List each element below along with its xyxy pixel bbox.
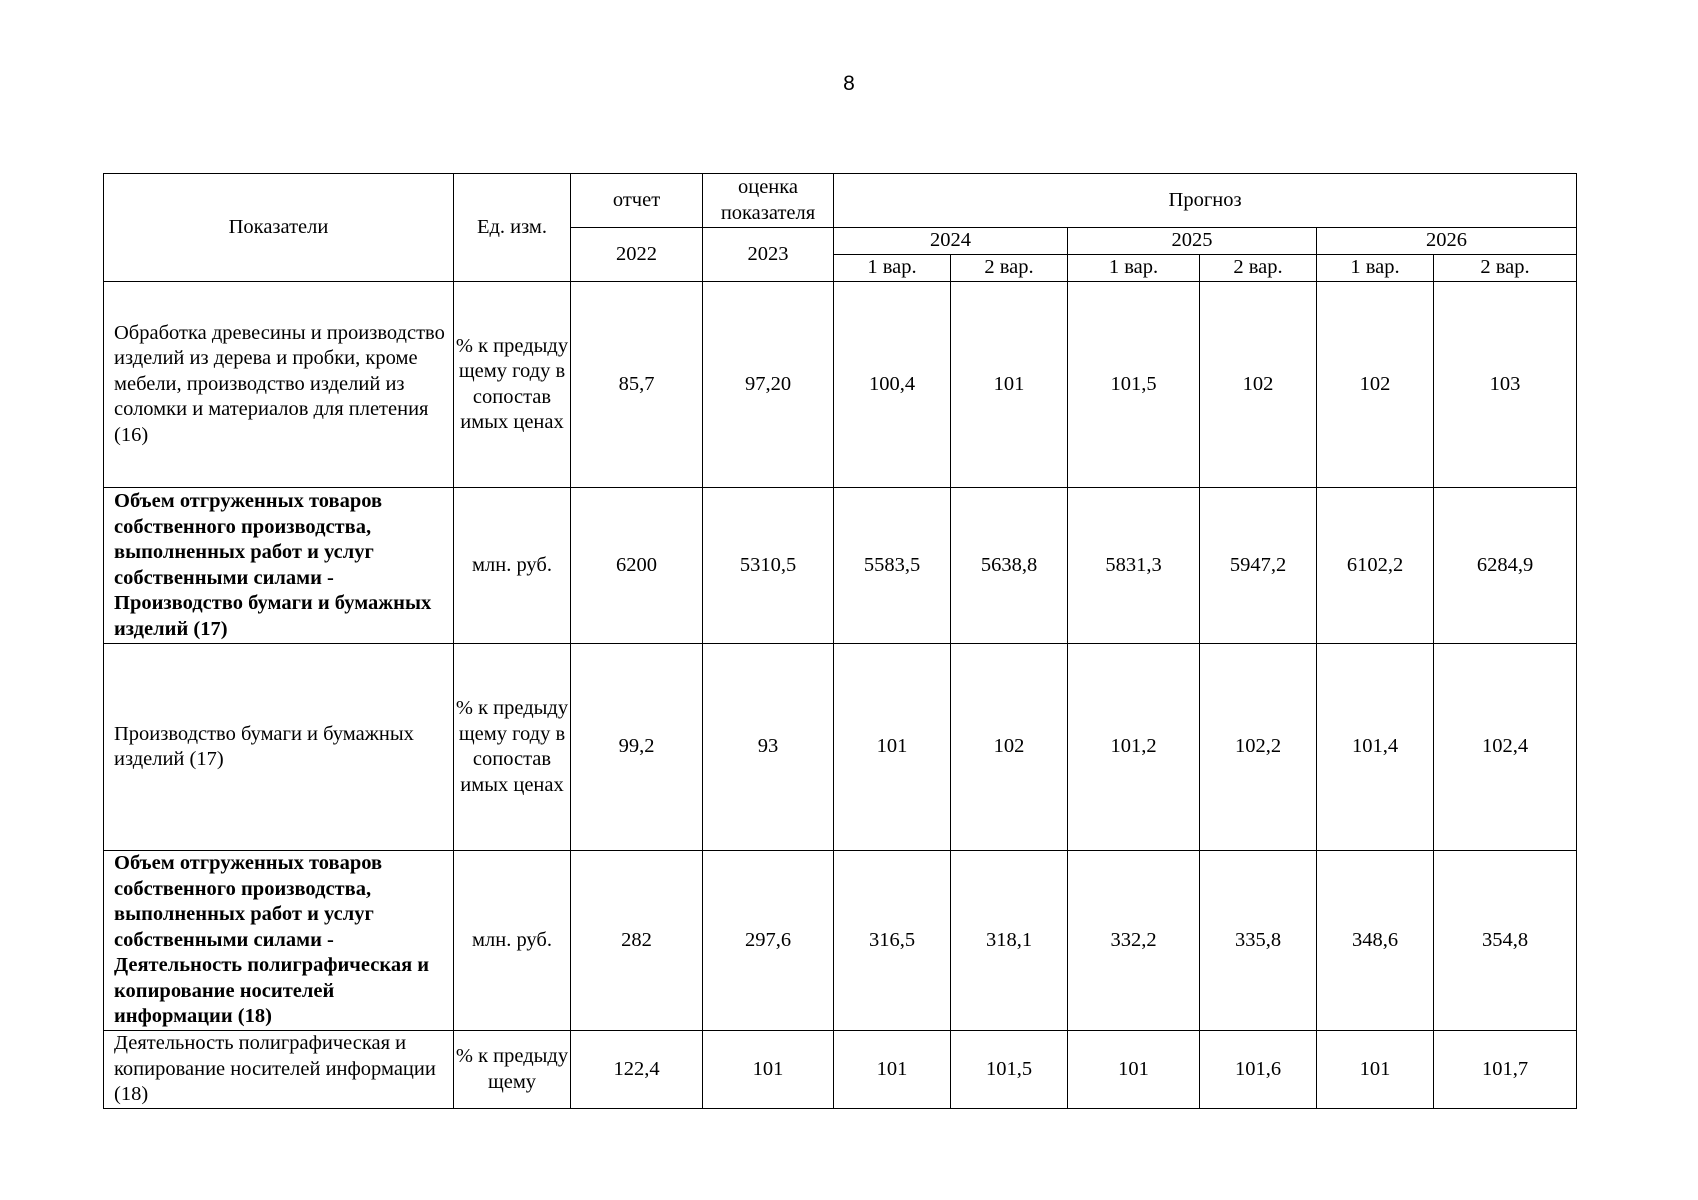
value-2024-var1: 5583,5 (834, 488, 951, 644)
row-name: Обработка древесины и производство изделий из дерева и пробки, кроме мебели, производство изделий из соломки и материалов для плетения (16) (104, 282, 454, 488)
header-year-2024: 2024 (834, 228, 1068, 255)
row-unit: млн. руб. (454, 488, 571, 644)
value-2026-var1: 101 (1317, 1031, 1434, 1109)
value-2026-var1: 102 (1317, 282, 1434, 488)
value-2025-var1: 101 (1068, 1031, 1200, 1109)
value-2026-var2: 103 (1434, 282, 1577, 488)
value-2024-var2: 101,5 (951, 1031, 1068, 1109)
header-row-1 (104, 174, 1577, 228)
value-2022: 122,4 (571, 1031, 703, 1109)
value-2023: 101 (703, 1031, 834, 1109)
value-2024-var2: 318,1 (951, 851, 1068, 1031)
value-2025-var2: 335,8 (1200, 851, 1317, 1031)
value-2024-var1: 100,4 (834, 282, 951, 488)
header-2025-var2: 2 вар. (1200, 255, 1317, 282)
header-year-2025: 2025 (1068, 228, 1317, 255)
header-year-2022: 2022 (571, 228, 703, 282)
value-2023: 93 (703, 644, 834, 851)
value-2025-var1: 5831,3 (1068, 488, 1200, 644)
value-2024-var1: 101 (834, 644, 951, 851)
value-2024-var1: 316,5 (834, 851, 951, 1031)
header-report: отчет (571, 174, 703, 228)
value-2026-var2: 6284,9 (1434, 488, 1577, 644)
header-year-2026: 2026 (1317, 228, 1577, 255)
value-2022: 282 (571, 851, 703, 1031)
row-unit: % к предыду щему году в сопостав имых ценах (454, 282, 571, 488)
row-unit: млн. руб. (454, 851, 571, 1031)
value-2025-var1: 332,2 (1068, 851, 1200, 1031)
table-row (104, 488, 1577, 644)
table-row (104, 1031, 1577, 1109)
header-indicators: Показатели (104, 174, 454, 282)
value-2026-var2: 354,8 (1434, 851, 1577, 1031)
row-name: Объем отгруженных товаров собственного производства, выполненных работ и услуг собственными силами - Деятельность полиграфическая и копирование носителей информации (18) (104, 851, 454, 1031)
header-forecast: Прогноз (834, 174, 1577, 228)
value-2024-var2: 101 (951, 282, 1068, 488)
table-row (104, 282, 1577, 488)
header-2026-var1: 1 вар. (1317, 255, 1434, 282)
table-row (104, 851, 1577, 1031)
header-2026-var2: 2 вар. (1434, 255, 1577, 282)
header-year-2023: 2023 (703, 228, 834, 282)
header-2024-var2: 2 вар. (951, 255, 1068, 282)
value-2026-var1: 6102,2 (1317, 488, 1434, 644)
table-row (104, 644, 1577, 851)
value-2022: 85,7 (571, 282, 703, 488)
value-2023: 97,20 (703, 282, 834, 488)
value-2024-var1: 101 (834, 1031, 951, 1109)
value-2026-var2: 101,7 (1434, 1031, 1577, 1109)
value-2025-var2: 102,2 (1200, 644, 1317, 851)
row-name: Деятельность полиграфическая и копирование носителей информации (18) (104, 1031, 454, 1109)
value-2026-var1: 348,6 (1317, 851, 1434, 1031)
header-2024-var1: 1 вар. (834, 255, 951, 282)
value-2022: 6200 (571, 488, 703, 644)
value-2025-var1: 101,2 (1068, 644, 1200, 851)
value-2025-var2: 101,6 (1200, 1031, 1317, 1109)
value-2025-var2: 5947,2 (1200, 488, 1317, 644)
value-2023: 297,6 (703, 851, 834, 1031)
value-2025-var2: 102 (1200, 282, 1317, 488)
value-2025-var1: 101,5 (1068, 282, 1200, 488)
header-estimate: оценка показателя (703, 174, 834, 228)
value-2024-var2: 5638,8 (951, 488, 1068, 644)
row-name: Производство бумаги и бумажных изделий (17) (104, 644, 454, 851)
row-unit: % к предыду щему году в сопостав имых ценах (454, 644, 571, 851)
value-2026-var1: 101,4 (1317, 644, 1434, 851)
page-number: 8 (843, 72, 855, 95)
row-name: Объем отгруженных товаров собственного производства, выполненных работ и услуг собственными силами - Производство бумаги и бумажных изделий (17) (104, 488, 454, 644)
value-2023: 5310,5 (703, 488, 834, 644)
header-unit: Ед. изм. (454, 174, 571, 282)
value-2026-var2: 102,4 (1434, 644, 1577, 851)
value-2022: 99,2 (571, 644, 703, 851)
header-2025-var1: 1 вар. (1068, 255, 1200, 282)
forecast-table (103, 173, 1577, 1109)
value-2024-var2: 102 (951, 644, 1068, 851)
row-unit: % к предыду щему (454, 1031, 571, 1109)
